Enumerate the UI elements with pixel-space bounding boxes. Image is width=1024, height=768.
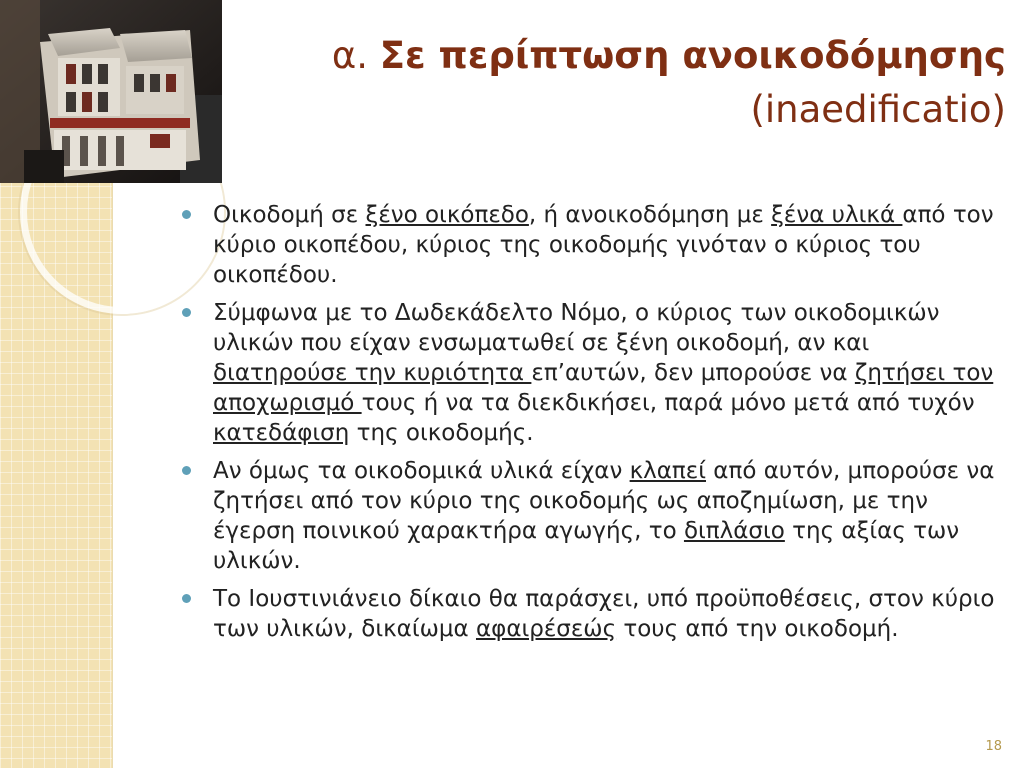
bullet-text: Αν όμως τα οικοδομικά υλικά είχαν [213, 458, 630, 484]
list-item [181, 298, 996, 448]
bullet-dot-icon [182, 308, 191, 317]
bullet-text: της οικοδομής. [349, 420, 534, 446]
underlined-term: κλαπεί [629, 458, 706, 484]
bullet-dot-icon [182, 466, 191, 475]
title-prefix: α. [331, 34, 368, 77]
roman-house-model-image [0, 0, 222, 183]
bullet-text: Σύμφωνα με το Δωδεκάδελτο Νόμο, ο κύριος των οικοδομικών υλικών που είχαν ενσωματωθεί σε ξένη οικοδομή, αν και [213, 300, 940, 356]
bullet-dot-icon [182, 594, 191, 603]
underlined-term: διατηρούσε την κυριότητα [213, 360, 532, 386]
bullet-text: από τον κύριο οικοπέδου, κύριος της οικοδομής γινόταν ο κύριος του οικοπέδου. [213, 202, 994, 288]
underlined-term: αφαιρέσεώς [475, 616, 617, 642]
bullet-text: επ’αυτών, δεν μπορούσε να [531, 360, 855, 386]
bullet-text: της αξίας των υλικών. [213, 518, 960, 574]
bullet-text: τους ή να τα διεκδικήσει, παρά μόνο μετά από τυχόν [361, 390, 975, 416]
title-subtitle: (inaedificatio) [750, 88, 1006, 131]
bullet-text: , ή ανοικοδόμηση με [528, 202, 772, 228]
bullet-text: από αυτόν, μπορούσε να ζητήσει από τον κύριο της οικοδομής ως αποζημίωση, με την έγερση ποινικού χαρακτήρα αγωγής, το [213, 458, 995, 544]
slide-title [332, 32, 1006, 134]
list-item [181, 200, 996, 290]
underlined-term: ξένο οικόπεδο [365, 202, 529, 228]
bullet-text: Το Ιουστινιάνειο δίκαιο θα παράσχει, υπό προϋποθέσεις, στον κύριο των υλικών, δικαίωμα [213, 586, 995, 642]
slide-content [181, 200, 996, 652]
list-item [181, 456, 996, 576]
bullet-list [181, 200, 996, 644]
bullet-text: τους από την οικοδομή. [616, 616, 899, 642]
underlined-term: κατεδάφιση [213, 420, 350, 446]
title-line [332, 32, 1006, 80]
bullet-dot-icon [182, 210, 191, 219]
underlined-term: διπλάσιο [683, 518, 785, 544]
bullet-text: Οικοδομή σε [213, 202, 366, 228]
underlined-term: ξένα υλικά [771, 202, 903, 228]
title-main: Σε περίπτωση ανοικοδόμησης [379, 34, 1006, 77]
list-item [181, 584, 996, 644]
underlined-term: ζητήσει τον αποχωρισμό [213, 360, 994, 416]
page-number: 18 [985, 739, 1002, 754]
